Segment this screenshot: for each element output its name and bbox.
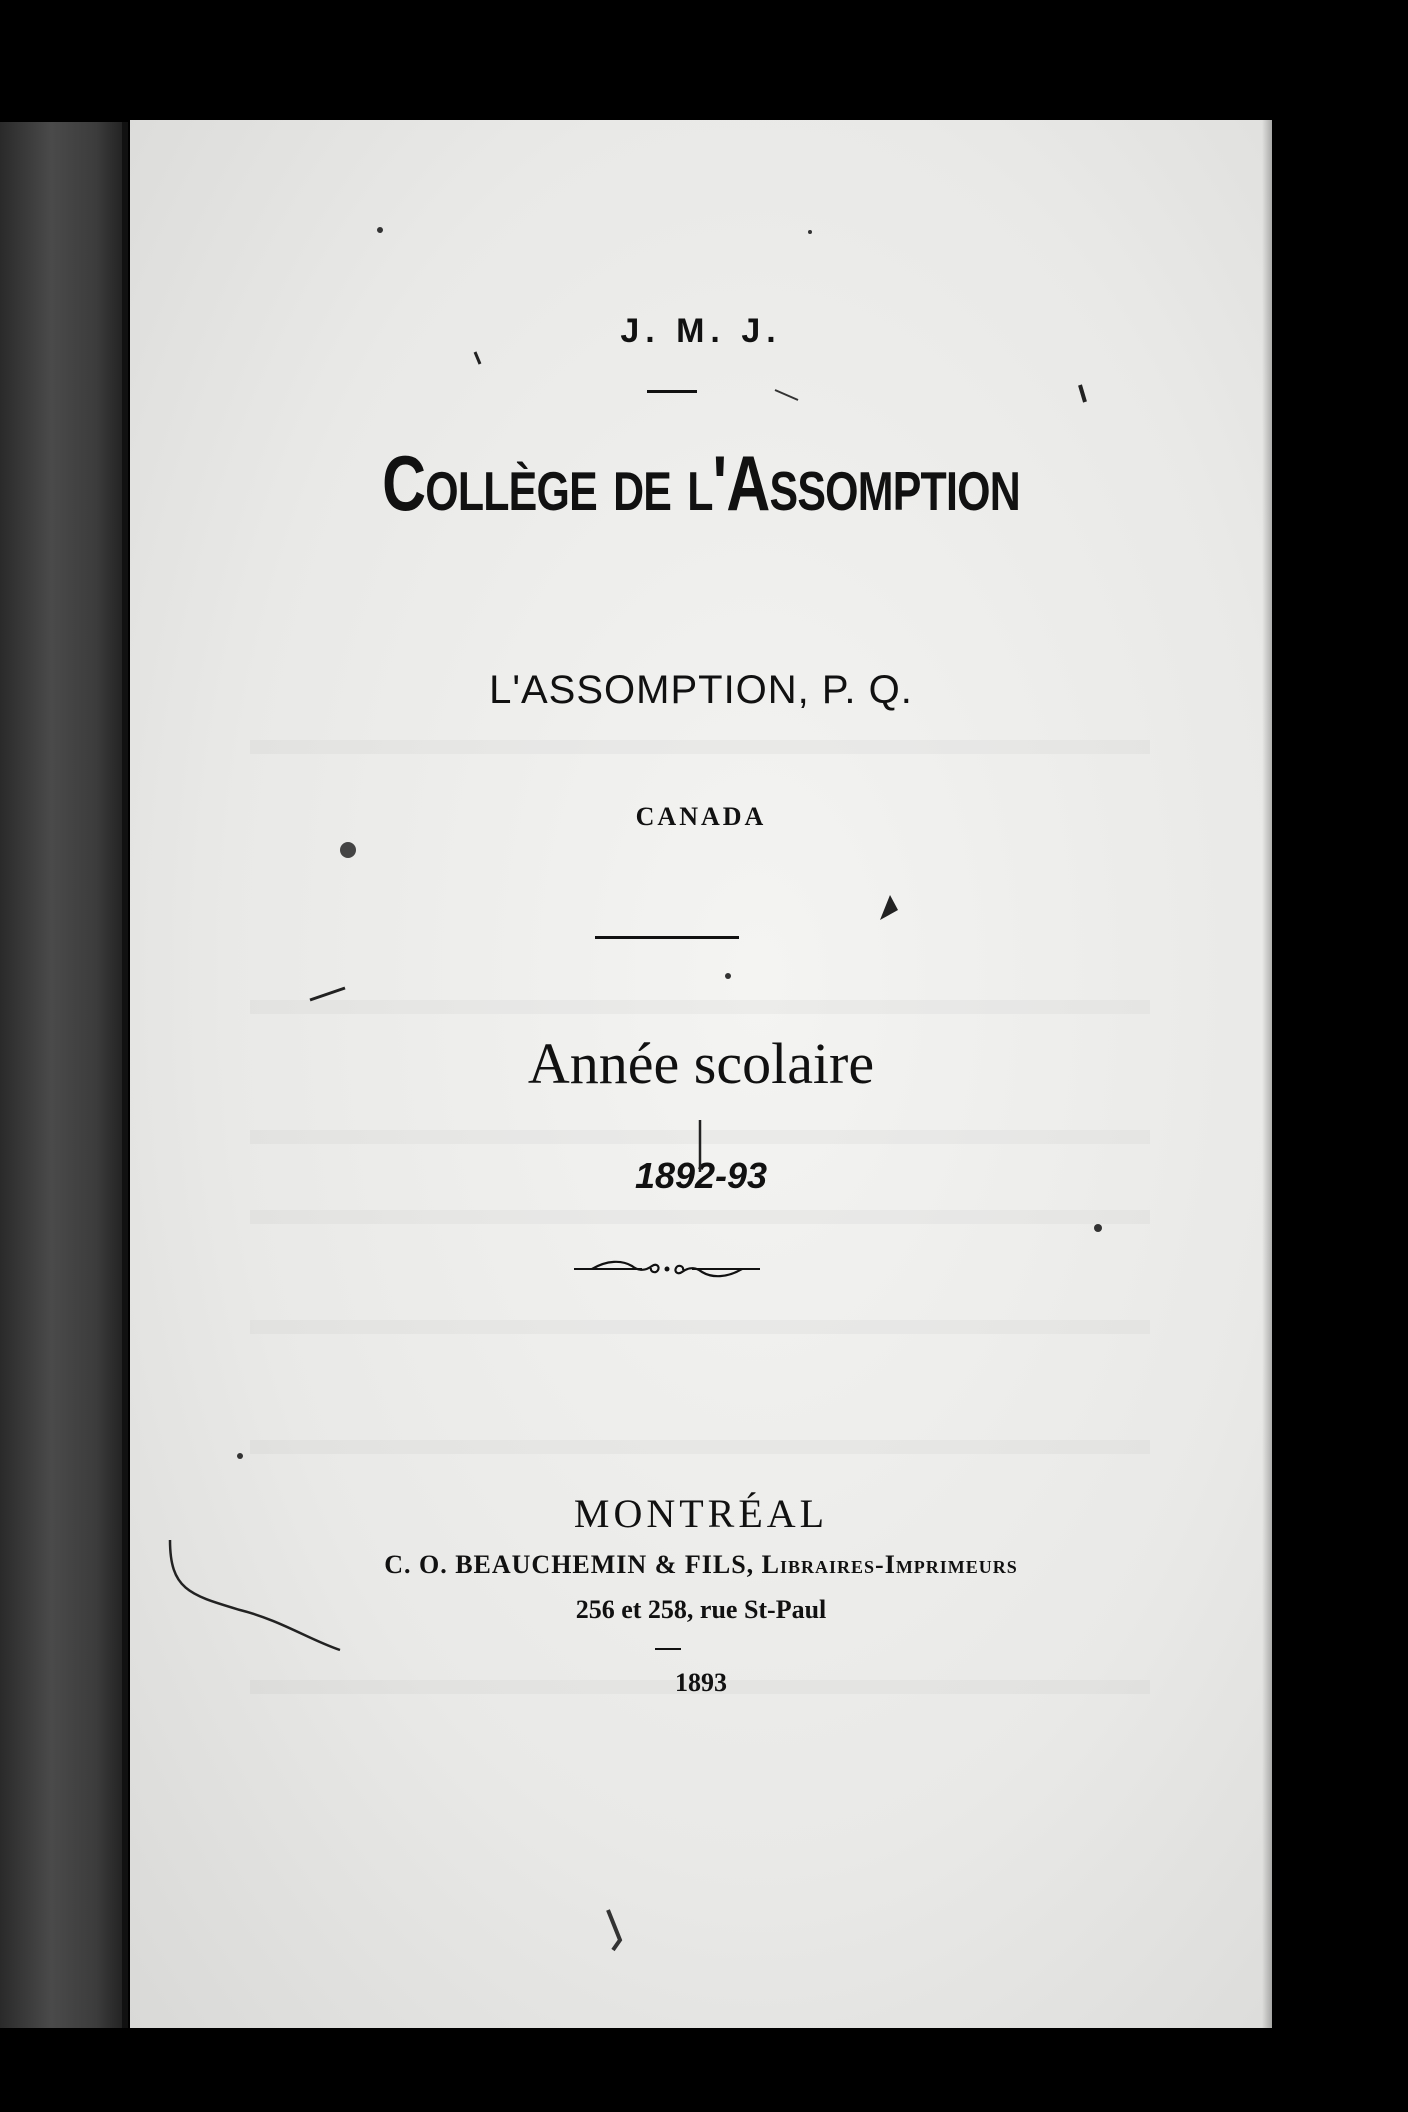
school-year-range: 1892-93 (634, 1155, 768, 1196)
page-edge-shadow (1262, 120, 1272, 2028)
publisher-address: 256 et 258, rue St-Paul (575, 1595, 827, 1624)
publisher-role: Libraires-Imprimeurs (761, 1550, 1018, 1579)
scan-specks (130, 120, 1272, 2028)
country-line: CANADA (635, 802, 767, 831)
publication-city: MONTRÉAL (573, 1491, 829, 1536)
place-line: L'ASSOMPTION, P. Q. (489, 668, 913, 712)
publisher-name: C. O. BEAUCHEMIN & FILS, (384, 1550, 755, 1579)
header-initials: J. M. J. (620, 312, 782, 350)
publication-year: 1893 (675, 1668, 727, 1697)
book-spine (0, 122, 128, 2028)
page-title: Collège de l'Assomption (382, 439, 1020, 527)
title-page (130, 120, 1272, 2028)
school-year-label: Année scolaire (527, 1031, 875, 1096)
